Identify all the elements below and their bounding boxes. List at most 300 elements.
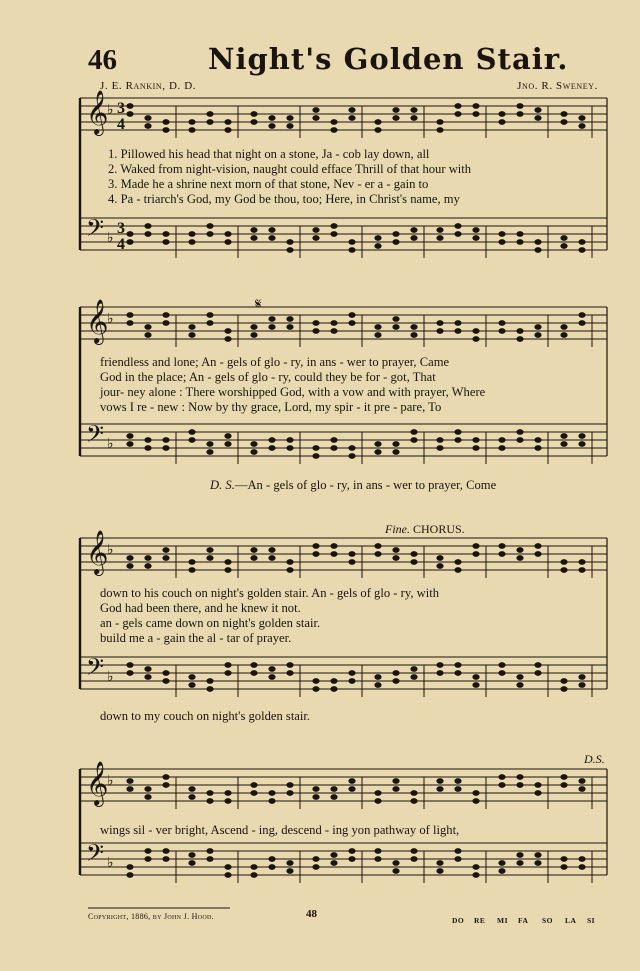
treble-note [410, 332, 417, 338]
treble-note [578, 567, 585, 573]
bass-note [578, 682, 585, 688]
treble-note [560, 332, 567, 338]
treble-note [516, 103, 523, 109]
treble-note [410, 798, 417, 804]
bass-note [578, 864, 585, 870]
bass-note [144, 223, 151, 229]
treble-note [188, 119, 195, 125]
bass-note [312, 235, 319, 241]
treble-note [516, 336, 523, 342]
treble-note [144, 786, 151, 792]
lyric-line: 2. Waked from night-vision, naught could efface Thrill of that hour with [108, 162, 472, 176]
treble-note [436, 563, 443, 569]
bass-note [206, 441, 213, 447]
treble-note [126, 778, 133, 784]
treble-note [250, 555, 257, 561]
bass-note [374, 441, 381, 447]
treble-note [454, 786, 461, 792]
bass-note [330, 445, 337, 451]
treble-note [498, 320, 505, 326]
treble-note [286, 123, 293, 129]
treble-note [330, 543, 337, 549]
treble-note [250, 782, 257, 788]
treble-note [286, 324, 293, 330]
treble-note [392, 107, 399, 113]
key-flat: ♭ [107, 543, 114, 558]
treble-note [534, 551, 541, 557]
bass-note [410, 848, 417, 854]
bass-note [534, 437, 541, 443]
system-2-lyrics [100, 355, 485, 415]
treble-note [330, 127, 337, 133]
bass-note [286, 662, 293, 668]
bass-note [392, 441, 399, 447]
treble-note [330, 320, 337, 326]
treble-note [144, 123, 151, 129]
bass-note [268, 437, 275, 443]
treble-note [312, 328, 319, 334]
treble-note [578, 559, 585, 565]
bass-note [436, 860, 443, 866]
bass-note [436, 670, 443, 676]
treble-note [410, 551, 417, 557]
system-4-lyrics [100, 823, 459, 838]
bass-note [348, 453, 355, 459]
bass-note [162, 437, 169, 443]
bass-note [348, 239, 355, 245]
bass-note [410, 674, 417, 680]
key-flat: ♭ [107, 670, 114, 685]
bass-note [578, 674, 585, 680]
bass-note [534, 860, 541, 866]
treble-note [286, 316, 293, 322]
bass-note [206, 231, 213, 237]
treble-note [144, 324, 151, 330]
bass-note [436, 437, 443, 443]
treble-note [534, 115, 541, 121]
treble-note [410, 115, 417, 121]
treble-note [312, 551, 319, 557]
bass-note [286, 247, 293, 253]
treble-note [312, 543, 319, 549]
treble-note [374, 119, 381, 125]
treble-note [188, 794, 195, 800]
treble-note [162, 320, 169, 326]
treble-note [206, 111, 213, 117]
treble-note [188, 567, 195, 573]
treble-note [534, 324, 541, 330]
ds-mark: D.S. [584, 752, 605, 766]
treble-note [560, 774, 567, 780]
treble-note [454, 778, 461, 784]
treble-note [286, 790, 293, 796]
treble-note [348, 551, 355, 557]
solfege-do: DO [452, 916, 465, 925]
treble-note [162, 774, 169, 780]
bass-note [374, 235, 381, 241]
bass-note [250, 227, 257, 233]
bass-note [188, 437, 195, 443]
treble-note [162, 312, 169, 318]
treble-note [560, 567, 567, 573]
treble-note [224, 336, 231, 342]
treble-note [374, 324, 381, 330]
treble-note [348, 107, 355, 113]
bass-note [454, 231, 461, 237]
key-flat: ♭ [107, 312, 114, 327]
bass-note [578, 856, 585, 862]
treble-note [578, 123, 585, 129]
bass-time-bottom: 4 [117, 236, 125, 253]
treble-time-bottom: 4 [117, 116, 125, 133]
bass-note [472, 872, 479, 878]
bass-note [126, 433, 133, 439]
treble-note [330, 786, 337, 792]
treble-note [126, 786, 133, 792]
system-3-lyrics [100, 586, 439, 646]
treble-note [224, 119, 231, 125]
bass-note [410, 227, 417, 233]
treble-note [516, 111, 523, 117]
solfege-so: SO [542, 916, 554, 925]
bass-note [330, 437, 337, 443]
bass-note [312, 686, 319, 692]
treble-note [162, 127, 169, 133]
solfege-si: SI [587, 916, 596, 925]
hymn-number: 46 [88, 44, 117, 76]
treble-note [516, 774, 523, 780]
treble-clef: 𝄞 [86, 90, 109, 134]
treble-note [188, 127, 195, 133]
treble-note [472, 790, 479, 796]
bass-note [534, 247, 541, 253]
bass-note [454, 670, 461, 676]
treble-note [144, 115, 151, 121]
treble-note [534, 107, 541, 113]
treble-note [348, 559, 355, 565]
bass-note [126, 239, 133, 245]
bass-note [374, 243, 381, 249]
bass-note [472, 235, 479, 241]
bass-note [472, 445, 479, 451]
treble-note [392, 778, 399, 784]
bass-note [312, 856, 319, 862]
treble-note [472, 103, 479, 109]
bass-note [472, 437, 479, 443]
copyright-notice: Copyright, 1886, by John J. Hood. [88, 912, 214, 921]
bass-note [188, 682, 195, 688]
treble-note [206, 555, 213, 561]
bass-note [392, 868, 399, 874]
treble-note [498, 328, 505, 334]
bass-note [144, 666, 151, 672]
treble-note [454, 567, 461, 573]
bass-note [312, 453, 319, 459]
treble-note [286, 782, 293, 788]
treble-note [206, 790, 213, 796]
bass-note [560, 864, 567, 870]
bass-note [224, 670, 231, 676]
treble-note [330, 328, 337, 334]
treble-clef: 𝄞 [86, 761, 109, 805]
treble-note [392, 324, 399, 330]
treble-note [472, 336, 479, 342]
treble-note [188, 559, 195, 565]
solfege-la: LA [565, 916, 577, 925]
treble-note [188, 786, 195, 792]
ds-text: —An - gels of glo - ry, in ans - wer to prayer, Come [234, 478, 497, 492]
bass-note [436, 227, 443, 233]
treble-clef: 𝄞 [86, 530, 109, 574]
bass-note [436, 445, 443, 451]
treble-note [126, 312, 133, 318]
bass-note [268, 856, 275, 862]
bass-note [286, 445, 293, 451]
bass-note [454, 429, 461, 435]
treble-note [224, 798, 231, 804]
treble-note [410, 107, 417, 113]
bass-note [268, 864, 275, 870]
treble-note [206, 798, 213, 804]
bass-note [348, 445, 355, 451]
bass-clef: 𝄢 [86, 214, 105, 247]
bass-note [126, 231, 133, 237]
bass-note [250, 441, 257, 447]
bass-note [516, 682, 523, 688]
bass-note [162, 678, 169, 684]
bass-note [162, 848, 169, 854]
bass-note [392, 860, 399, 866]
bass-note [560, 235, 567, 241]
bass-note [516, 852, 523, 858]
bass-note [454, 856, 461, 862]
bass-note [498, 239, 505, 245]
treble-note [498, 551, 505, 557]
bass-note [516, 429, 523, 435]
treble-note [498, 782, 505, 788]
treble-note [436, 786, 443, 792]
treble-note [250, 547, 257, 553]
bass-note [410, 666, 417, 672]
bass-note [312, 445, 319, 451]
lyric-line: down to his couch on night's golden stair. An - gels of glo - ry, with [100, 586, 440, 600]
page-number: 48 [306, 908, 317, 920]
solfege-mi: MI [497, 916, 508, 925]
bass-note [224, 239, 231, 245]
bass-note [330, 686, 337, 692]
bass-note [286, 670, 293, 676]
bass-note [498, 445, 505, 451]
bass-note [330, 678, 337, 684]
bass-note [498, 670, 505, 676]
bass-note [188, 231, 195, 237]
bass-note [534, 670, 541, 676]
bass-lyric-line: down to my couch on night's golden stair. [100, 709, 311, 723]
bass-note [126, 864, 133, 870]
treble-note [250, 332, 257, 338]
bass-note [250, 235, 257, 241]
bass-note [250, 449, 257, 455]
bass-note [560, 856, 567, 862]
treble-note [454, 320, 461, 326]
bass-note [498, 868, 505, 874]
treble-note [454, 103, 461, 109]
treble-note [268, 790, 275, 796]
bass-note [268, 235, 275, 241]
hymn-title: Night's Golden Stair. [208, 42, 569, 76]
treble-note [410, 559, 417, 565]
bass-note [374, 856, 381, 862]
bass-note [392, 231, 399, 237]
bass-note [410, 429, 417, 435]
bass-note [268, 445, 275, 451]
treble-note [312, 794, 319, 800]
bass-note [126, 662, 133, 668]
treble-note [498, 111, 505, 117]
lyric-line: build me a - gain the al - tar of prayer. [100, 631, 292, 645]
treble-note [126, 111, 133, 117]
treble-note [374, 798, 381, 804]
treble-note [516, 555, 523, 561]
treble-note [312, 786, 319, 792]
bass-note [206, 678, 213, 684]
bass-note [224, 441, 231, 447]
bass-note [516, 674, 523, 680]
treble-note [578, 115, 585, 121]
bass-note [312, 864, 319, 870]
bass-note [206, 848, 213, 854]
lyric-line: vows I re - new : Now by thy grace, Lord, my spir - it pre - pare, To [100, 400, 442, 414]
treble-note [144, 563, 151, 569]
treble-note [330, 794, 337, 800]
bass-note [126, 670, 133, 676]
bass-note [560, 433, 567, 439]
bass-note [374, 848, 381, 854]
fine-chorus-marks [385, 522, 465, 537]
bass-note [374, 449, 381, 455]
bass-note [188, 860, 195, 866]
treble-note [472, 551, 479, 557]
bass-note [578, 247, 585, 253]
treble-note [560, 782, 567, 788]
bass-note [188, 852, 195, 858]
treble-note [224, 559, 231, 565]
bass-note [188, 674, 195, 680]
bass-note [560, 441, 567, 447]
treble-note [374, 551, 381, 557]
treble-note [560, 111, 567, 117]
treble-note [250, 111, 257, 117]
treble-time-top: 3 [117, 100, 125, 117]
treble-note [348, 778, 355, 784]
bass-note [348, 247, 355, 253]
bass-note [578, 441, 585, 447]
bass-note [126, 872, 133, 878]
bass-note [312, 678, 319, 684]
bass-note [410, 437, 417, 443]
treble-note [268, 115, 275, 121]
bass-note [206, 686, 213, 692]
treble-note [348, 320, 355, 326]
key-flat: ♭ [107, 774, 114, 789]
treble-note [578, 778, 585, 784]
treble-note [534, 543, 541, 549]
treble-note [144, 794, 151, 800]
treble-note [436, 328, 443, 334]
treble-note [410, 324, 417, 330]
treble-note [162, 782, 169, 788]
bass-note [144, 848, 151, 854]
bass-note [330, 231, 337, 237]
treble-note [454, 111, 461, 117]
bass-note [224, 864, 231, 870]
treble-note [436, 127, 443, 133]
bass-note [454, 848, 461, 854]
bass-time-top: 3 [117, 220, 125, 237]
bass-note [330, 860, 337, 866]
bass-note [516, 860, 523, 866]
treble-note [312, 107, 319, 113]
treble-note [126, 555, 133, 561]
bass-note [268, 674, 275, 680]
bass-note [268, 666, 275, 672]
bass-note [498, 231, 505, 237]
treble-note [516, 547, 523, 553]
key-flat: ♭ [107, 103, 114, 118]
bass-note [312, 227, 319, 233]
bass-note [516, 239, 523, 245]
solfege-fa: FA [518, 916, 529, 925]
bass-note [250, 670, 257, 676]
treble-note [374, 543, 381, 549]
treble-note [162, 119, 169, 125]
treble-note [188, 332, 195, 338]
lyric-line: an - gels came down on night's golden stair. [100, 616, 321, 630]
bass-note [410, 235, 417, 241]
lyric-line: God in the place; An - gels of glo - ry, could they be for - got, That [100, 370, 436, 384]
treble-note [472, 543, 479, 549]
lyricist-credit: J. E. Rankin, D. D. [100, 80, 197, 92]
treble-note [348, 312, 355, 318]
treble-note [126, 103, 133, 109]
bass-note [224, 872, 231, 878]
treble-note [206, 312, 213, 318]
composer-credit: Jno. R. Sweney. [517, 80, 598, 92]
solfege-re: RE [474, 916, 486, 925]
bass-note [498, 860, 505, 866]
treble-note [268, 316, 275, 322]
bass-note [472, 227, 479, 233]
treble-note [144, 332, 151, 338]
treble-note [454, 328, 461, 334]
bass-note [472, 682, 479, 688]
bass-note [144, 674, 151, 680]
bass-note [206, 449, 213, 455]
bass-note [348, 670, 355, 676]
bass-note [286, 437, 293, 443]
treble-note [374, 332, 381, 338]
treble-note [534, 782, 541, 788]
treble-note [374, 127, 381, 133]
bass-note [534, 445, 541, 451]
treble-note [126, 563, 133, 569]
bass-note [392, 678, 399, 684]
ds-lyric-line [210, 478, 496, 493]
bass-note [286, 860, 293, 866]
bass-note [454, 223, 461, 229]
bass-note [126, 441, 133, 447]
lyric-line: friendless and lone; An - gels of glo - ry, in ans - wer to prayer, Came [100, 355, 450, 369]
